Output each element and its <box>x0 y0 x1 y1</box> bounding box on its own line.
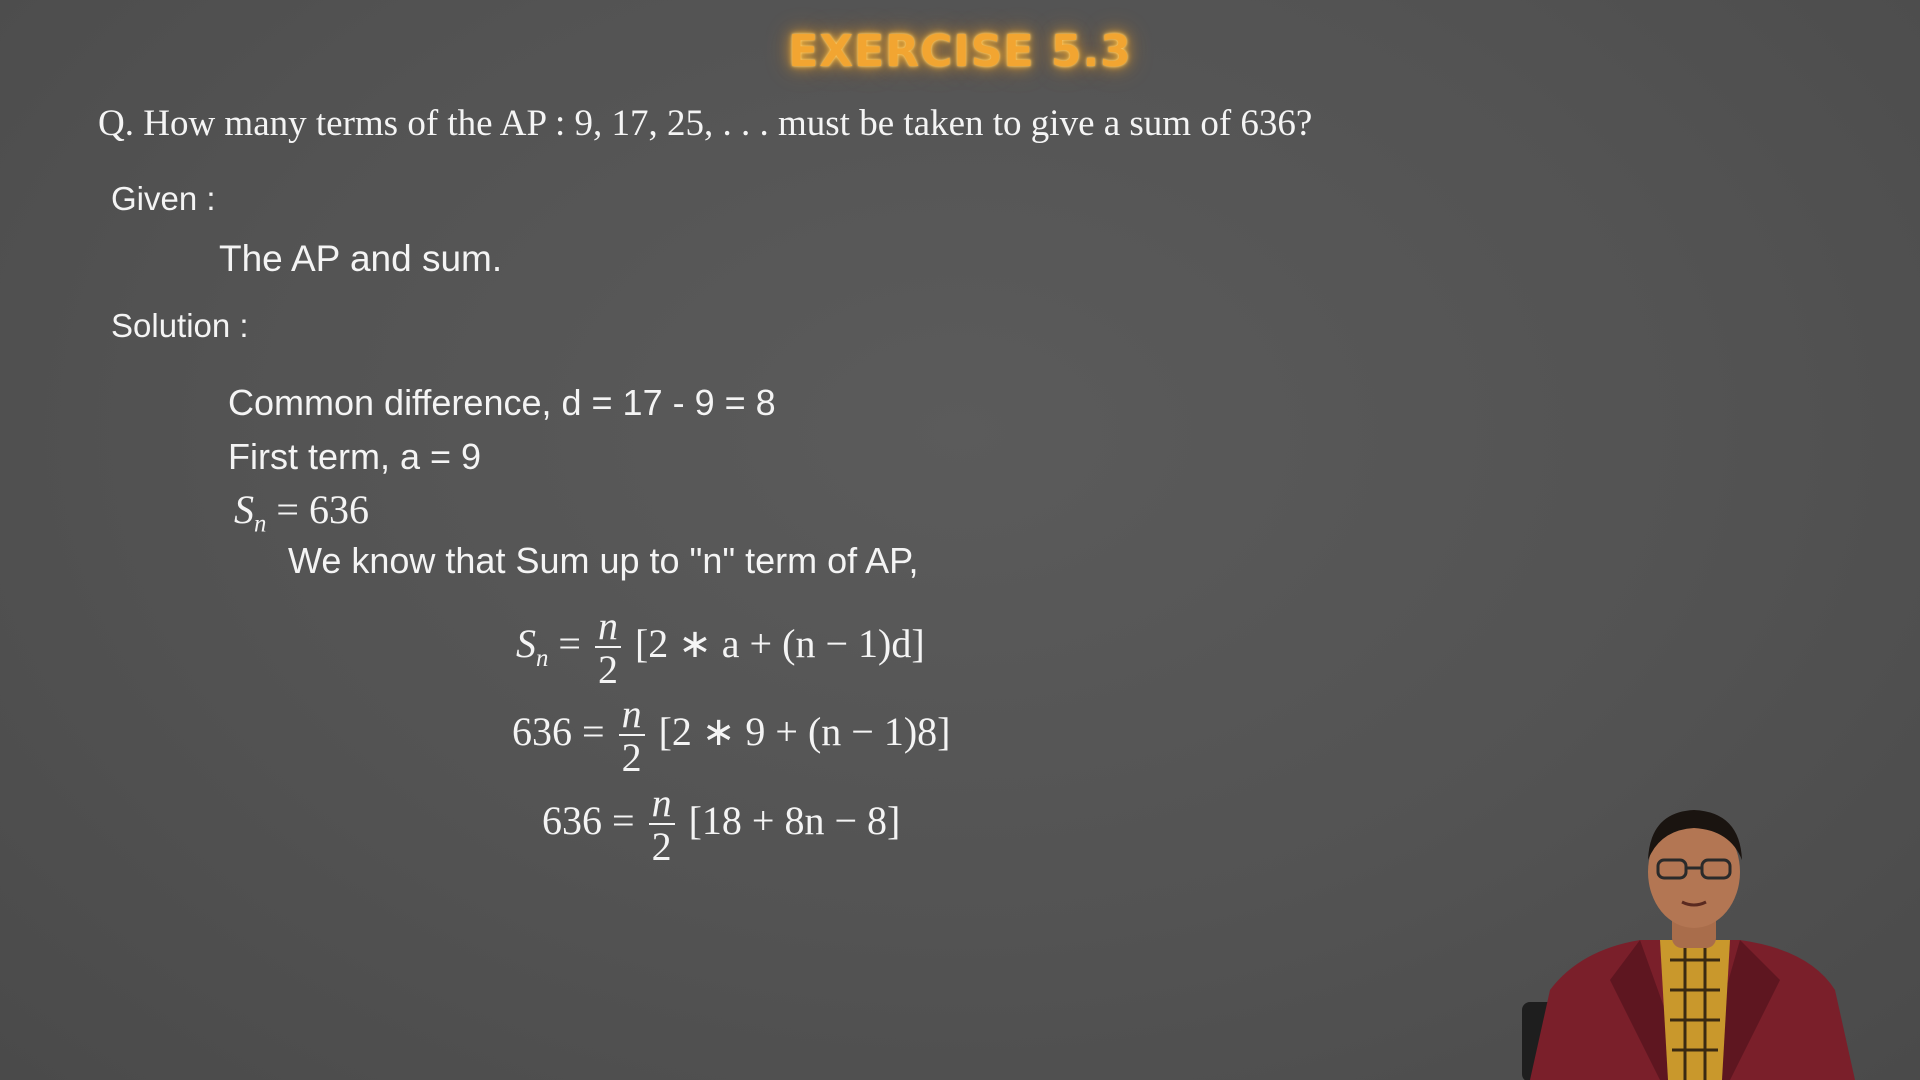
first-term-line: First term, a = 9 <box>228 436 482 477</box>
we-know-line: We know that Sum up to "n" term of AP, <box>288 540 919 581</box>
equation-lhs: S <box>516 621 536 667</box>
sum-value: = 636 <box>276 487 369 532</box>
equation-lhs: 636 <box>542 798 602 844</box>
fraction: $\frac{n}{2}$ <box>649 783 675 867</box>
fraction: $\frac{n}{2}$ <box>619 694 645 778</box>
solution-label: Solution : <box>111 307 249 344</box>
equation-rhs: [2 ∗ 9 + (n − 1)8] <box>658 709 951 755</box>
equation-rhs: [18 + 8n − 8] <box>688 798 901 844</box>
question-text: Q. How many terms of the AP : 9, 17, 25, . . . must be taken to give a sum of 636? <box>98 103 1313 144</box>
simplified-equation: 636 = $\frac{n}{2}$ [18 + 8n − 8] <box>542 780 901 869</box>
exercise-title: EXERCISE 5.3 <box>788 26 1132 77</box>
substituted-equation: 636 = $\frac{n}{2}$ [2 ∗ 9 + (n − 1)8] <box>512 691 951 780</box>
equation-lhs: 636 <box>512 709 572 755</box>
equation-rhs: [2 ∗ a + (n − 1)d] <box>634 621 925 667</box>
given-label: Given : <box>111 180 216 217</box>
sum-value-line: $S_n = 636$ <box>234 487 369 538</box>
presenter-video <box>1490 790 1920 1080</box>
common-difference-line: Common difference, d = 17 - 9 = 8 <box>228 382 776 423</box>
equation-lhs-subscript: n <box>536 644 549 672</box>
given-text: The AP and sum. <box>219 238 503 279</box>
fraction: $\frac{n}{2}$ <box>595 606 621 690</box>
sum-formula-equation: $S_n$ = $\frac{n}{2}$ [2 ∗ a + (n − 1)d] <box>516 603 925 692</box>
